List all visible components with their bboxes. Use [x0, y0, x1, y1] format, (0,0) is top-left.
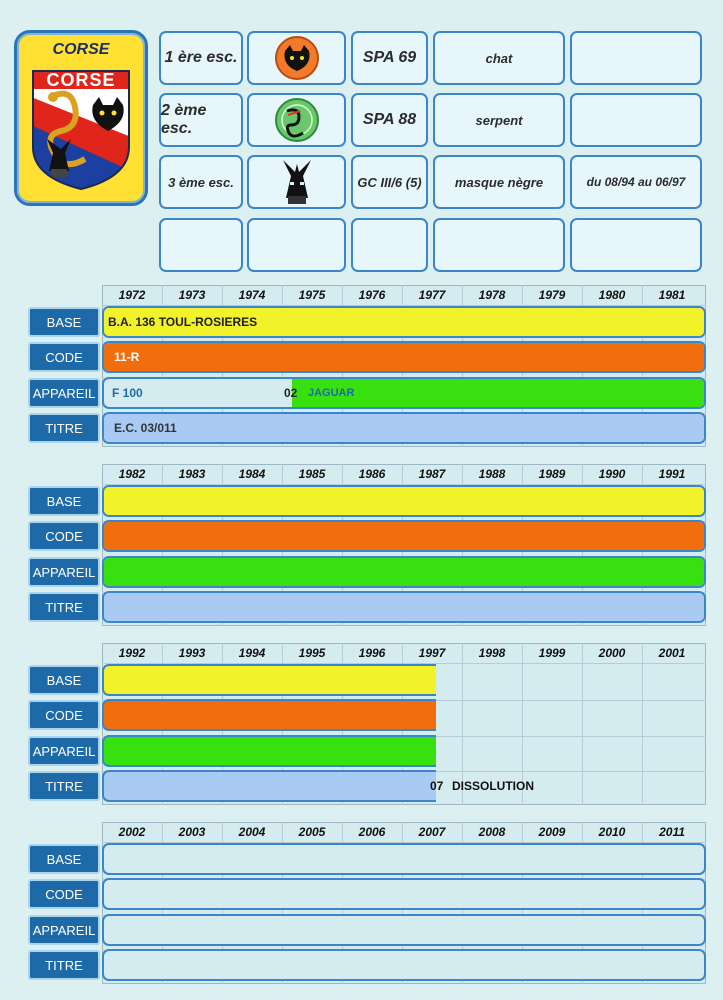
code-track: [102, 699, 706, 731]
row-label-appareil: APPAREIL: [28, 378, 100, 408]
squadron-2-emblem: serpent: [433, 93, 565, 147]
base-track: [102, 843, 706, 875]
row-label-titre: TITRE: [28, 413, 100, 443]
year-label: 1982: [118, 467, 146, 481]
squadron-3-badge: [247, 155, 346, 209]
appareil-text-jaguar: JAGUAR: [308, 387, 355, 399]
appareil-bar: [104, 558, 704, 586]
year-label: 1992: [118, 646, 146, 660]
base-track: [102, 664, 706, 696]
row-label-code: CODE: [28, 342, 100, 372]
code-text: 11-R: [114, 350, 140, 364]
squadron-2-badge: [247, 93, 346, 147]
row-label-base: BASE: [28, 844, 100, 874]
squadron-4-badge: [247, 218, 346, 272]
year-label: 1989: [538, 467, 566, 481]
squadron-2-period: [570, 93, 702, 147]
squadron-crest: [14, 30, 148, 206]
year-label: 1981: [658, 288, 686, 302]
titre-track: [102, 591, 706, 623]
year-label: 2001: [658, 646, 686, 660]
squadron-4-period: [570, 218, 702, 272]
row-label-titre: TITRE: [28, 950, 100, 980]
titre-track: [102, 770, 706, 802]
squadron-4-spa: [351, 218, 428, 272]
appareil-track: [102, 377, 706, 409]
titre-track: [102, 949, 706, 981]
code-bar: [104, 522, 704, 550]
row-label-titre: TITRE: [28, 771, 100, 801]
year-label: 2010: [598, 825, 626, 839]
year-label: 1995: [298, 646, 326, 660]
year-label: 1974: [238, 288, 266, 302]
squadron-3-name: 3 ème esc.: [159, 155, 243, 209]
year-label: 1975: [298, 288, 326, 302]
year-label: 1999: [538, 646, 566, 660]
titre-bar: [102, 770, 436, 802]
year-label: 1983: [178, 467, 206, 481]
base-track: [102, 485, 706, 517]
appareil-track: [102, 556, 706, 588]
code-bar: [104, 343, 704, 371]
squadron-1-name: 1 ère esc.: [159, 31, 243, 85]
squadron-3-period: du 08/94 au 06/97: [570, 155, 702, 209]
year-label: 1980: [598, 288, 626, 302]
year-label: 2005: [298, 825, 326, 839]
row-label-titre: TITRE: [28, 592, 100, 622]
squadron-1-badge: [247, 31, 346, 85]
year-label: 2009: [538, 825, 566, 839]
titre-bar: [104, 414, 704, 442]
year-label: 1978: [478, 288, 506, 302]
row-label-appareil: APPAREIL: [28, 915, 100, 945]
titre-dissolution-text: DISSOLUTION: [452, 779, 535, 793]
mask-badge-icon: [277, 158, 317, 206]
year-label: 2006: [358, 825, 386, 839]
year-label: 1979: [538, 288, 566, 302]
row-label-base: BASE: [28, 486, 100, 516]
code-track: [102, 878, 706, 910]
year-label: 1997: [418, 646, 446, 660]
year-label: 1990: [598, 467, 626, 481]
year-label: 1993: [178, 646, 206, 660]
squadron-3-spa: GC III/6 (5): [351, 155, 428, 209]
squadron-2-spa: SPA 88: [351, 93, 428, 147]
cat-badge-icon: [274, 35, 320, 81]
year-label: 1988: [478, 467, 506, 481]
snake-badge-icon: [274, 97, 320, 143]
year-label: 2007: [418, 825, 446, 839]
year-label: 1973: [178, 288, 206, 302]
row-label-code: CODE: [28, 700, 100, 730]
timeline-1992-2001: [28, 643, 708, 807]
row-label-appareil: APPAREIL: [28, 736, 100, 766]
squadron-1-emblem: chat: [433, 31, 565, 85]
titre-text: E.C. 03/011: [114, 421, 177, 435]
base-track: [102, 306, 706, 338]
base-text: B.A. 136 TOUL-ROSIERES: [108, 315, 258, 329]
row-label-code: CODE: [28, 879, 100, 909]
year-label: 1985: [298, 467, 326, 481]
year-label: 1986: [358, 467, 386, 481]
row-label-appareil: APPAREIL: [28, 557, 100, 587]
year-label: 1991: [658, 467, 686, 481]
appareil-track: [102, 914, 706, 946]
year-label: 2000: [598, 646, 626, 660]
year-label: 2011: [659, 825, 685, 839]
squadron-3-emblem: masque nègre: [433, 155, 565, 209]
code-track: [102, 341, 706, 373]
year-label: 1977: [418, 288, 446, 302]
crest-title: CORSE: [52, 41, 110, 58]
crest-banner-text: CORSE: [46, 70, 116, 90]
year-label: 1994: [238, 646, 266, 660]
row-label-base: BASE: [28, 307, 100, 337]
appareil-text-f100: F 100: [112, 386, 143, 400]
year-label: 1972: [118, 288, 146, 302]
year-label: 1987: [418, 467, 446, 481]
row-label-base: BASE: [28, 665, 100, 695]
appareil-bar: [102, 735, 436, 767]
timeline-1982-1991: [28, 464, 708, 628]
appareil-change-marker: 02: [284, 386, 298, 400]
row-label-code: CODE: [28, 521, 100, 551]
year-label: 2004: [238, 825, 266, 839]
year-label: 1996: [358, 646, 386, 660]
base-bar: [102, 664, 436, 696]
squadron-1-period: [570, 31, 702, 85]
appareil-track: [102, 735, 706, 767]
code-track: [102, 520, 706, 552]
titre-end-marker: 07: [430, 779, 444, 793]
base-bar: [104, 487, 704, 515]
squadron-4-name: [159, 218, 243, 272]
squadron-2-name: 2 ème esc.: [159, 93, 243, 147]
squadron-1-spa: SPA 69: [351, 31, 428, 85]
year-label: 2003: [178, 825, 206, 839]
timeline-2002-2011: [28, 822, 708, 986]
titre-bar: [104, 593, 704, 621]
year-label: 2002: [118, 825, 146, 839]
timeline-1972-1981: [28, 285, 708, 449]
code-bar: [102, 699, 436, 731]
year-label: 1976: [358, 288, 386, 302]
titre-track: [102, 412, 706, 444]
year-label: 2008: [478, 825, 506, 839]
squadron-4-emblem: [433, 218, 565, 272]
year-label: 1984: [238, 467, 266, 481]
year-label: 1998: [478, 646, 506, 660]
